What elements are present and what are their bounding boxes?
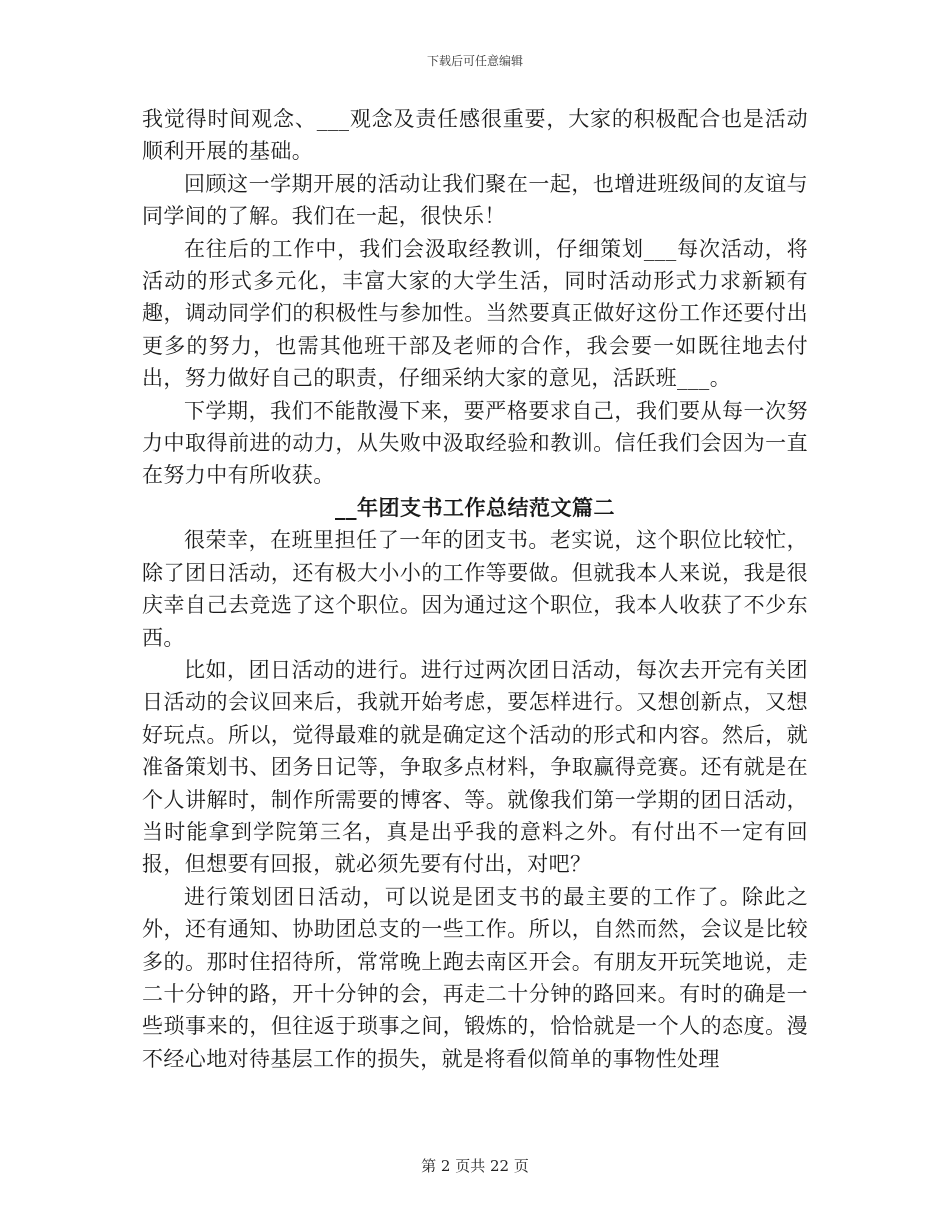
paragraph-honor: 很荣幸，在班里担任了一年的团支书。老实说，这个职位比较忙，除了团日活动，还有极大小小的工作等要做。但就我本人来说，我是很庆幸自己去竞选了这个职位。因为通过这个职位，我本人收获了不少东西。 (142, 528, 808, 650)
paragraph-future-work: 在往后的工作中，我们会汲取经教训，仔细策划___每次活动，将活动的形式多元化，丰富大家的大学生活，同时活动形式力求新颖有趣，调动同学们的积极性与参加性。当然要真正做好这份工作还要付出更多的努力，也需其他班干部及老师的合作，我会要一如既往地去付出，努力做好自己的职责，仔细采纳大家的意见，活跃班___。 (142, 236, 808, 391)
paragraph-continuation: 我觉得时间观念、___观念及责任感很重要，大家的积极配合也是活动顺利开展的基础。 (142, 107, 808, 164)
paragraph-example: 比如，团日活动的进行。进行过两次团日活动，每次去开完有关团日活动的会议回来后，我就开始考虑，要怎样进行。又想创新点，又想好玩点。所以，觉得最难的就是确定这个活动的形式和内容。然后，就准备策划书、团务日记等，争取多点材料，争取赢得竞赛。还有就是在个人讲解时，制作所需要的博客、等。就像我们第一学期的团日活动，当时能拿到学院第三名，真是出乎我的意料之外。有付出不一定有回报，但想要有回报，就必须先要有付出，对吧？ (142, 657, 808, 877)
page-number: 第 2 页共 22 页 (421, 1157, 529, 1175)
document-body (142, 103, 808, 1075)
paragraph-review: 回顾这一学期开展的活动让我们聚在一起，也增进班级间的友谊与同学间的了解。我们在一起，很快乐！ (142, 171, 808, 229)
section-title: __年团支书工作总结范文篇二 (335, 495, 615, 520)
header-note: 下载后可任意编辑 (426, 54, 523, 68)
paragraph-planning: 进行策划团日活动，可以说是团支书的最主要的工作了。除此之外，还有通知、协助团总支的一些工作。所以，自然而然，会议是比较多的。那时住招待所，常常晚上跑去南区开会。有朋友开玩笑地说，走二十分钟的路，开十分钟的会，再走二十分钟的路回来。有时的确是一些琐事来的，但往返于琐事之间，锻炼的，恰恰就是一个人的态度。漫不经心地对待基层工作的损失，就是将看似简单的事物性处理 (142, 884, 808, 1071)
paragraph-next-semester: 下学期，我们不能散漫下来，要严格要求自己，我们要从每一次努力中取得前进的动力，从失败中汲取经验和教训。信任我们会因为一直在努力中有所收获。 (142, 398, 808, 488)
